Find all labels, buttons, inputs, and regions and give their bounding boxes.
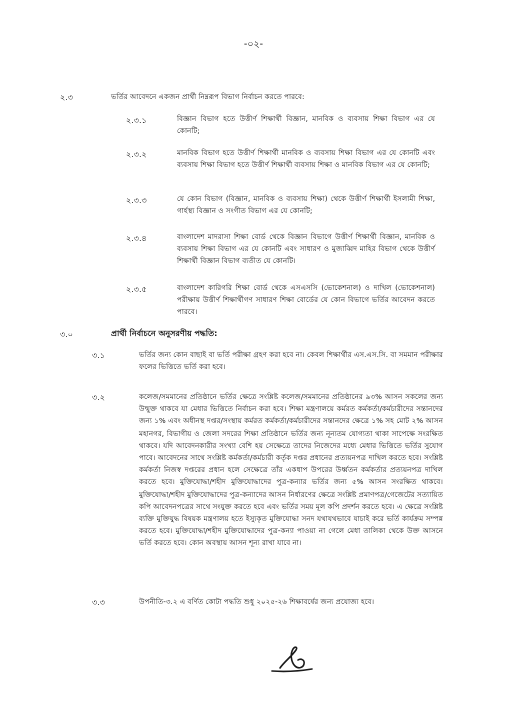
section-intro: ভর্তির আবেদনে একজন প্রার্থী নিম্নরূপ বিভাগ নির্বাচন করতে পারবে: <box>111 92 305 101</box>
item-number: ২.৩.১ <box>126 116 147 125</box>
item-number: ২.৩.৪ <box>126 234 147 243</box>
item-text: উপনীতি-৩.২ এ বর্ণিত কোটা পদ্ধতি শুধু ২০২৫-২৬ শিক্ষাবর্ষের জন্য প্রযোজ্য হবে। <box>139 597 375 606</box>
section-number: ২.৩ <box>60 93 73 102</box>
item-number: ৩.৩ <box>92 598 105 607</box>
item-number: ৩.২ <box>92 393 105 402</box>
page-number: -০২- <box>243 39 264 50</box>
item-text: যে কোন বিভাগ (বিজ্ঞান, মানবিক ও ব্যবসায় শিক্ষা) থেকে উত্তীর্ণ শিক্ষার্থী ইসলামী শিক্ষা, গার্হস্থ্য বিজ্ঞান ও সংগীত বিভাগ এর যে কোনটি; <box>177 194 435 216</box>
item-number: ৩.১ <box>92 351 105 360</box>
item-number: ২.৩.৩ <box>126 196 147 205</box>
signature <box>262 638 322 678</box>
item-text: মানবিক বিভাগ হতে উত্তীর্ণ শিক্ষার্থী মানবিক ও ব্যবসায় শিক্ষা বিভাগ এর যে কোনটি এবং ব্যবসায় শিক্ষা বিভাগ হতে উত্তীর্ণ শিক্ষার্থী ব্যবসায় শিক্ষা ও মানবিক বিভাগ এর যে কোনটি; <box>177 148 435 170</box>
item-text: বাংলাদেশ কারিগরি শিক্ষা বোর্ড থেকে এসএসসি (ভোকেশনাল) ও দাখিল (ভোকেশনাল) পরীক্ষায় উত্তীর্ণ শিক্ষার্থীগণ সাধারণ শিক্ষা বোর্ডের যে কোন বিভাগে ভর্তির আবেদন করতে পারবে। <box>177 283 435 317</box>
item-text: বিজ্ঞান বিভাগ হতে উত্তীর্ণ শিক্ষার্থী বিজ্ঞান, মানবিক ও ব্যবসায় শিক্ষা বিভাগ এর যে কোনটি; <box>177 114 435 136</box>
item-text: কলেজ/সমমানের প্রতিষ্ঠানে ভর্তির ক্ষেত্রে সংশ্লিষ্ট কলেজ/সমমানের প্রতিষ্ঠানের ৯৩% আসন সকলের জন্য উন্মুক্ত থাকবে যা মেধার ভিত্তিতে নির্বাচন করা হবে। শিক্ষা মন্ত্রণালয়ে কর্মরত কর্মকর্তা/কর্মচারীদের সন্তানদের জন্য ১% এবং অধীনস্থ দপ্তর/সংস্থায় কর্মরত কর্মকর্তা/কর্মচারীদের সন্তানদের ক্ষেত্রে ১% সহ মোট ২% আসন মহানগর, বিভাগীয় ও জেলা সদরের শিক্ষা প্রতিষ্ঠানে ভর্তির জন্য নূন্যতম যোগ্যতা থাকা সাপেক্ষে সংরক্ষিত থাকবে। যদি আবেদনকারীর সংখ্যা বেশি হয় সেক্ষেত্রে তাদের নিজেদের মধ্যে মেধার ভিত্তিতে ভর্তির সুযোগ পাবে। আবেদনের সাথে সংশ্লিষ্ট কর্মকর্তা/কর্মচারী কর্তৃক দপ্তর প্রধানের প্রত্যয়নপত্র দাখিল করতে হবে। সংশ্লিষ্ট কর্মকর্তা নিজস্ব দপ্তরের প্রধান হলে সেক্ষেত্রে তাঁর একধাপ উপরের উর্ধ্বতন কর্মকর্তার প্রত্যয়নপত্র দাখিল করতে হবে। মুক্তিযোদ্ধা/শহীদ মুক্তিযোদ্ধাদের পুত্র-কন্যার ভর্তির জন্য ৫% আসন সংরক্ষিত থাকবে। মুক্তিযোদ্ধা/শহীদ মুক্তিযোদ্ধাদের পুত্র-কন্যাদের আসন নির্ধারণের ক্ষেত্রে সংশ্লিষ্ট প্রমাণপত্র/গেজেটের সত্যায়িত কপি আবেদনপত্রের সাথে সংযুক্ত করতে হবে এবং ভর্তির সময় মূল কপি প্রদর্শন করতে হবে। এ ক্ষেত্রে সংশ্লিষ্ট ব্যক্তি মুক্তিযুদ্ধ বিষয়ক মন্ত্রণালয় হতে ইস্যুকৃত মুক্তিযোদ্ধা সনদ যথাযথভাবে যাচাই করে ভর্তি কার্যক্রম সম্পন্ন করতে হবে। মুক্তিযোদ্ধা/শহীদ মুক্তিযোদ্ধাদের পুত্র-কন্যা পাওয়া না গেলে মেধা তালিকা থেকে উক্ত আসনে ভর্তি করতে হবে। কোন অবস্থায় আসন শূন্য রাখা যাবে না। <box>139 392 443 548</box>
item-text: ভর্তির জন্য কোন বাছাই বা ভর্তি পরীক্ষা গ্রহণ করা হবে না। কেবল শিক্ষার্থীর এস.এস.সি. বা সমমান পরীক্ষার ফলের ভিত্তিতে ভর্তি করা হবে। <box>139 350 443 372</box>
item-number: ২.৩.২ <box>126 150 147 159</box>
section-number: ৩.০ <box>60 330 73 339</box>
item-number: ২.৩.৫ <box>126 285 147 294</box>
section-heading: প্রার্থী নির্বাচনে অনুসরণীয় পদ্ধতি: <box>111 329 218 338</box>
item-text: বাংলাদেশ মাদরাসা শিক্ষা বোর্ড থেকে বিজ্ঞান বিভাগে উত্তীর্ণ শিক্ষার্থী বিজ্ঞান, মানবিক ও ব্যবসায় শিক্ষা বিভাগ এর যে কোনটি এবং সাধারণ ও মুজাব্বিদ মাহির বিভাগ থেকে উত্তীর্ণ শিক্ষার্থী বিজ্ঞান বিভাগ ব্যতীত যে কোনটি। <box>177 232 435 266</box>
